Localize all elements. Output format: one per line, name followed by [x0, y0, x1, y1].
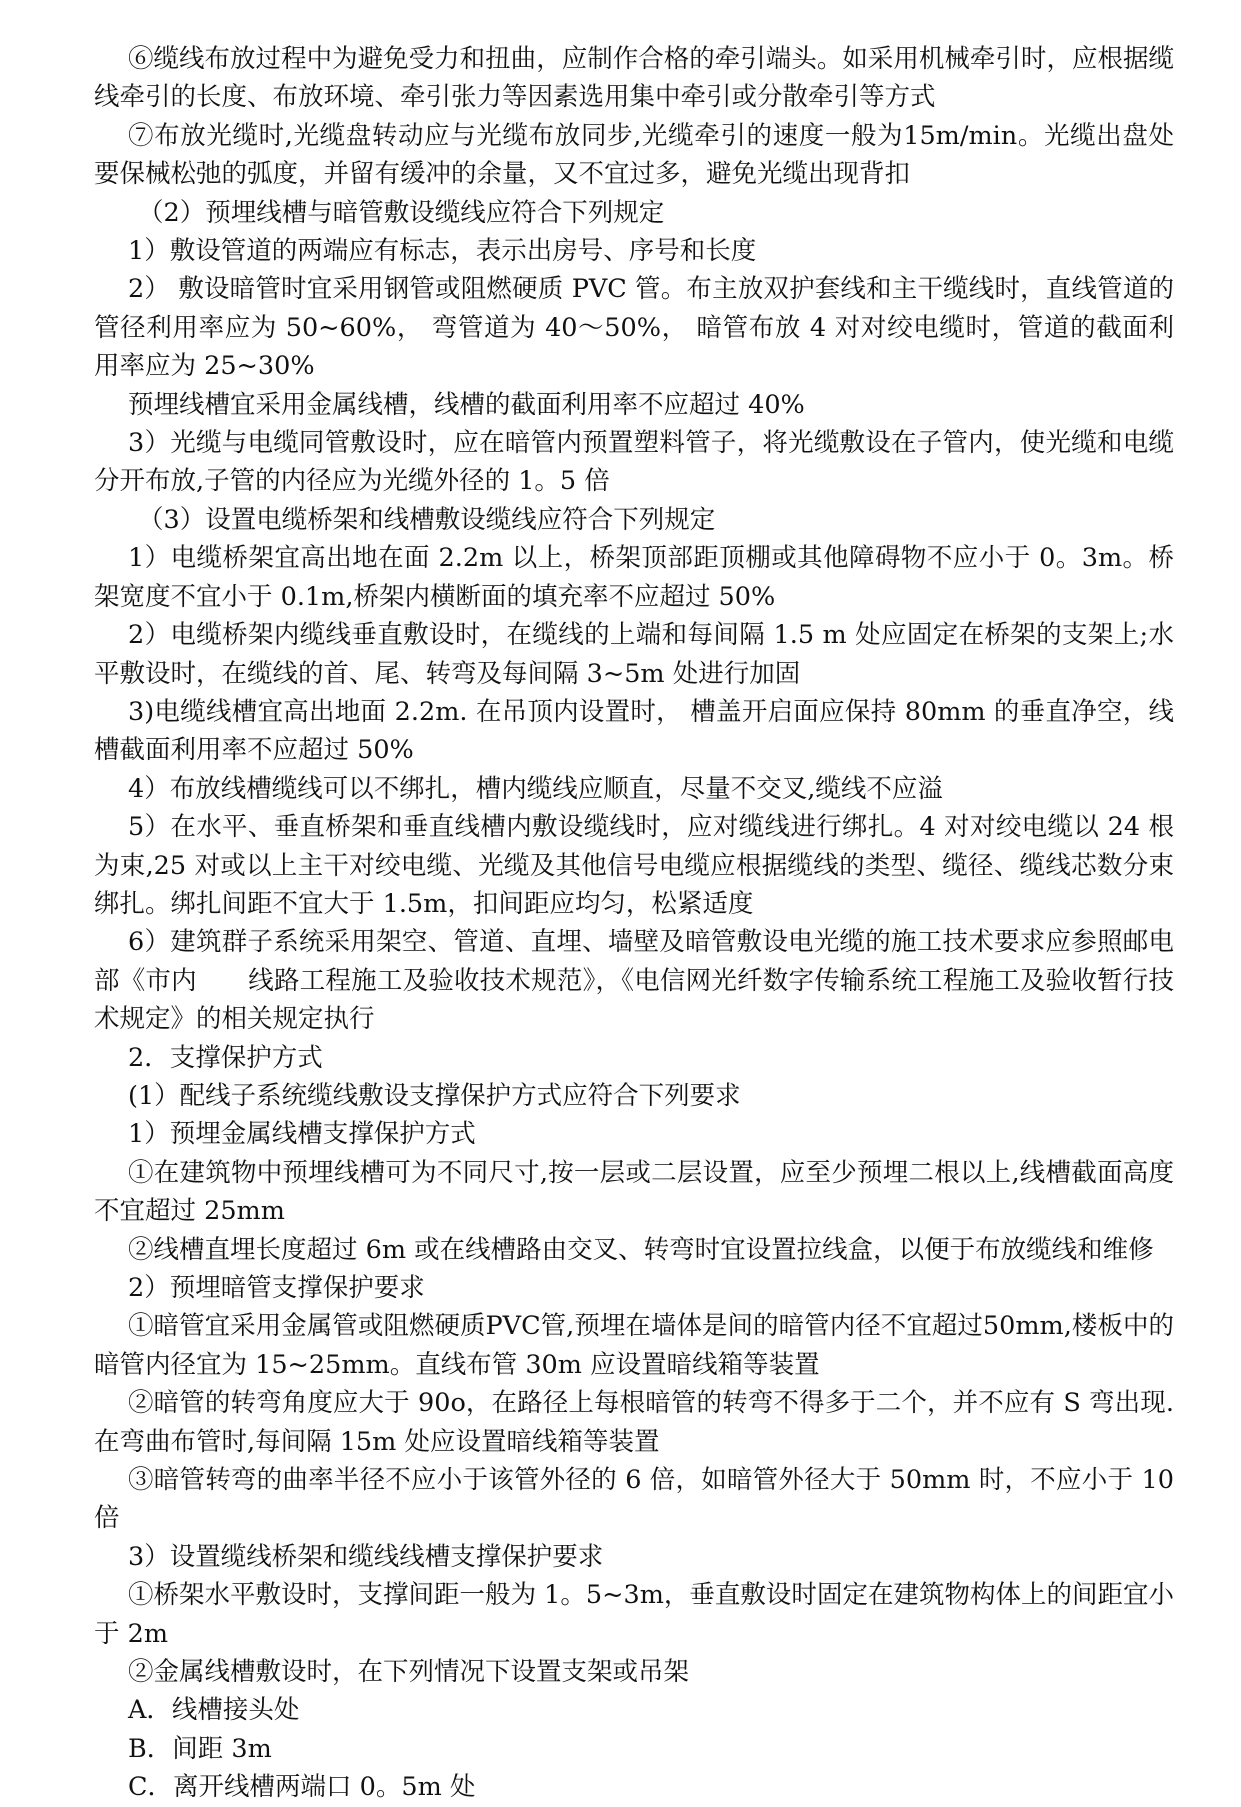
- paragraph: 3）光缆与电缆同管敷设时，应在暗管内预置塑料管子，将光缆敷设在子管内，使光缆和电缆分开布放,子管的内径应为光缆外径的 1。5 倍: [94, 428, 1174, 497]
- paragraph: ①在建筑物中预埋线槽可为不同尺寸,按一层或二层设置，应至少预埋二根以上,线槽截面高度不宜超过 25mm: [94, 1157, 1174, 1227]
- paragraph: 2） 敷设暗管时宜采用钢管或阻燃硬质 PVC 管。布主放双护套线和主干缆线时，直线管道的管径利用率应为 50~60%， 弯管道为 40～50%， 暗管布放 4 对对绞电缆时，管道的截面利用率应为 25~30%: [94, 274, 1174, 382]
- paragraph: （2）预埋线槽与暗管敷设缆线应符合下列规定: [138, 197, 665, 228]
- paragraph: (1）配线子系统缆线敷设支撑保护方式应符合下列要求: [128, 1080, 741, 1111]
- paragraph: ⑦布放光缆时,光缆盘转动应与光缆布放同步,光缆牵引的速度一般为15m/min。光缆出盘处要保械松弛的弧度，并留有缓冲的余量，又不宜过多，避免光缆出现背扣: [94, 120, 1174, 190]
- paragraph: 6）建筑群子系统采用架空、管道、直埋、墙壁及暗管敷设电光缆的施工技术要求应参照邮电部《市内 线路工程施工及验收技术规范》，《电信网光纤数字传输系统工程施工及验收暂行技术规定》的相关规定执行: [94, 927, 1174, 1035]
- paragraph: B．间距 3m: [128, 1733, 272, 1764]
- paragraph: ②线槽直埋长度超过 6m 或在线槽路由交叉、转弯时宜设置拉线盒，以便于布放缆线和维修: [128, 1234, 1154, 1265]
- paragraph: ①桥架水平敷设时，支撑间距一般为 1。5~3m，垂直敷设时固定在建筑物构体上的间距宜小于 2m: [94, 1580, 1174, 1649]
- paragraph: 2．支撑保护方式: [128, 1042, 323, 1073]
- paragraph: 5）在水平、垂直桥架和垂直线槽内敷设缆线时，应对缆线进行绑扎。4 对对绞电缆以 24 根为束,25 对或以上主干对绞电缆、光缆及其他信号电缆应根据缆线的类型、缆径、缆线芯数分束绑扎。绑扎间距不宜大于 1.5m，扣间距应均匀，松紧适度: [94, 812, 1174, 919]
- paragraph: 2）预埋暗管支撑保护要求: [128, 1273, 425, 1303]
- paragraph: 1）预埋金属线槽支撑保护方式: [128, 1119, 476, 1150]
- paragraph: 预埋线槽宜采用金属线槽，线槽的截面利用率不应超过 40%: [128, 389, 805, 420]
- document-body: [94, 40, 1174, 1807]
- paragraph: 1）敷设管道的两端应有标志，表示出房号、序号和长度: [128, 236, 757, 267]
- paragraph: ②暗管的转弯角度应大于 90o，在路径上每根暗管的转弯不得多于二个，并不应有 S 弯出现.在弯曲布管时,每间隔 15m 处应设置暗线箱等装置: [94, 1388, 1174, 1457]
- paragraph: 2）电缆桥架内缆线垂直敷设时，在缆线的上端和每间隔 1.5 m 处应固定在桥架的支架上;水平敷设时，在缆线的首、尾、转弯及每间隔 3~5m 处进行加固: [94, 620, 1174, 689]
- paragraph: 1）电缆桥架宜高出地在面 2.2m 以上，桥架顶部距顶棚或其他障碍物不应小于 0。3m。桥架宽度不宜小于 0.1m,桥架内横断面的填充率不应超过 50%: [94, 543, 1174, 612]
- paragraph: 3）设置缆线桥架和缆线线槽支撑保护要求: [128, 1541, 604, 1572]
- paragraph: ⑥缆线布放过程中为避免受力和扭曲，应制作合格的牵引端头。如采用机械牵引时，应根据缆线牵引的长度、布放环境、牵引张力等因素选用集中牵引或分散牵引等方式: [94, 44, 1174, 113]
- paragraph: A．线槽接头处: [128, 1695, 300, 1726]
- paragraph: 4）布放线槽缆线可以不绑扎，槽内缆线应顺直，尽量不交叉,缆线不应溢: [128, 773, 943, 804]
- paragraph: C．离开线槽两端口 0。5m 处: [128, 1772, 476, 1803]
- paragraph: （3）设置电缆桥架和线槽敷设缆线应符合下列规定: [138, 504, 716, 535]
- paragraph: ②金属线槽敷设时，在下列情况下设置支架或吊架: [128, 1657, 690, 1688]
- paragraph: ①暗管宜采用金属管或阻燃硬质PVC管,预埋在墙体是间的暗管内径不宜超过50mm,楼板中的暗管内径宜为 15~25mm。直线布管 30m 应设置暗线箱等装置: [94, 1311, 1174, 1380]
- paragraph: ③暗管转弯的曲率半径不应小于该管外径的 6 倍，如暗管外径大于 50mm 时，不应小于 10 倍: [94, 1465, 1174, 1534]
- paragraph: 3)电缆线槽宜高出地面 2.2m. 在吊顶内设置时， 槽盖开启面应保持 80mm 的垂直净空，线槽截面利用率不应超过 50%: [94, 696, 1174, 766]
